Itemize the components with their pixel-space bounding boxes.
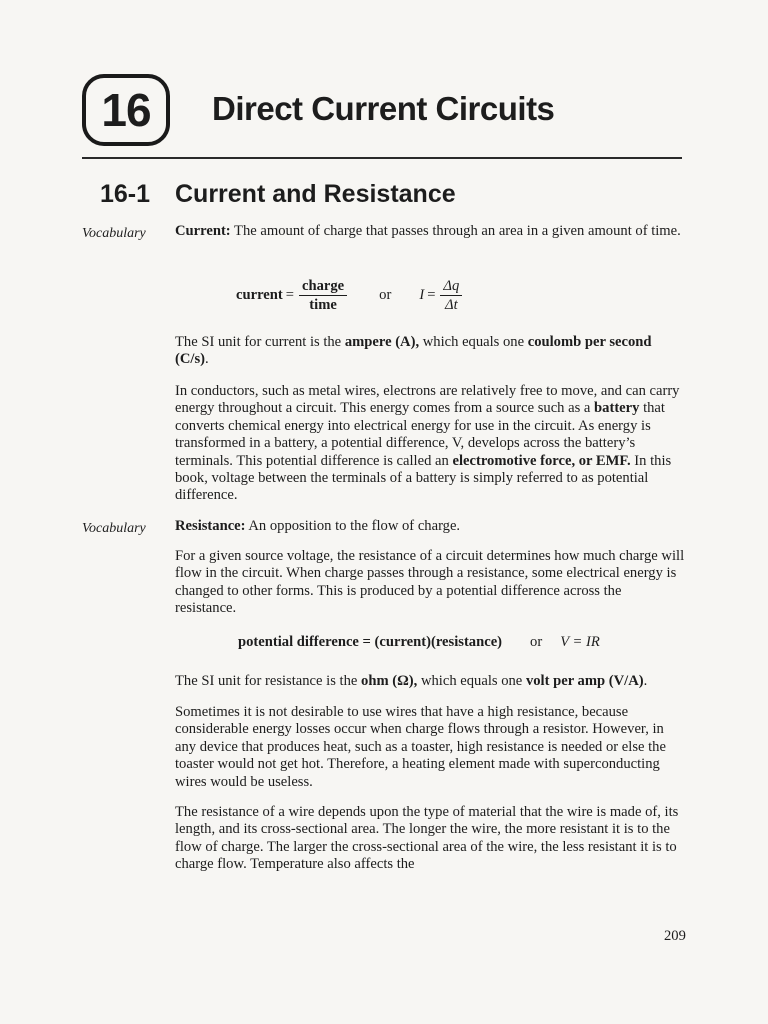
wire-resistance-paragraph: The resistance of a wire depends upon the type of material that the wire is made of, its length, and its cross-sectional area. The longer the wire, the more resistant it is to the flow of charge. The larger the cross-sectional area of the wire, the less resistant it is to charge flow. Temperature also affects the <box>175 804 679 873</box>
current-eq-lhs: current <box>236 287 283 303</box>
si-current-pre: The SI unit for current is the <box>175 334 345 350</box>
section-number: 16-1 <box>100 180 151 208</box>
chapter-number-badge <box>82 74 170 146</box>
conductors-text-2: that converts chemical energy into electrical energy for use in the circuit. As energy is transformed in a battery, a potential difference, V, develops across the battery’s terminals. This potential difference is called an <box>175 400 665 469</box>
chapter-number: 16 <box>101 84 151 136</box>
ampere-term: ampere (A), <box>344 334 420 350</box>
ohms-law-symbol: V = IR <box>560 634 600 650</box>
chapter-title: Direct Current Circuits <box>212 90 555 127</box>
current-symbol: I <box>419 287 425 303</box>
pd-equation-or: or <box>530 634 543 650</box>
emf-term: electromotive force, or EMF. <box>452 452 631 469</box>
current-equation <box>236 278 464 313</box>
conductors-text-3: In this book, voltage between the terminals of a battery is simply referred to as potential difference. <box>175 452 672 504</box>
symbol-fraction-denominator: Δt <box>445 297 458 313</box>
vocabulary-label: Vocabulary <box>82 226 146 241</box>
current-term: Current: <box>175 223 231 239</box>
section-title: Current and Resistance <box>175 180 456 208</box>
pd-equation-text: potential difference = (current)(resistance) <box>238 634 503 650</box>
resistance-definition <box>175 518 685 535</box>
coulomb-per-second-term: coulomb per second (C/s) <box>175 334 652 368</box>
current-fraction-denominator: time <box>309 297 337 313</box>
source-voltage-paragraph: For a given source voltage, the resistance of a circuit determines how much charge will flow in the circuit. When charge passes through a resistance, some electrical energy is changed to other forms. This is produced by a potential difference across the resistance. <box>175 548 685 617</box>
chapter-divider <box>82 157 682 159</box>
current-fraction-numerator: charge <box>299 278 347 296</box>
symbol-equals: = <box>427 287 436 303</box>
si-unit-resistance <box>175 673 685 690</box>
si-resistance-pre: The SI unit for resistance is the <box>175 673 362 689</box>
ohm-term: ohm (Ω), <box>361 673 418 689</box>
symbol-fraction-numerator: Δq <box>440 278 462 296</box>
resistance-term: Resistance: <box>175 518 246 534</box>
conductors-text-1: In conductors, such as metal wires, electrons are relatively free to move, and can carry energy throughout a circuit. This energy comes from a source such as a <box>175 383 680 417</box>
current-fraction <box>299 278 347 313</box>
conductors-paragraph <box>175 383 685 505</box>
si-current-post: . <box>205 351 209 368</box>
si-resistance-mid: which equals one <box>417 673 526 689</box>
page-number: 209 <box>664 928 686 944</box>
current-eq-equals: = <box>285 287 294 303</box>
vocabulary-label: Vocabulary <box>82 521 146 536</box>
current-eq-or: or <box>379 287 392 303</box>
si-resistance-post: . <box>643 673 648 689</box>
battery-term: battery <box>594 400 640 417</box>
high-resistance-paragraph: Sometimes it is not desirable to use wires that have a high resistance, because considerable energy losses occur when charge flows through a resistor. However, in any device that produces heat, such as a toaster, high resistance is needed or else the toaster would not get hot. Therefore, a heating element made with superconducting wires would be useless. <box>175 704 666 790</box>
si-current-mid: which equals one <box>419 334 528 350</box>
si-unit-current <box>175 334 685 369</box>
potential-difference-equation <box>238 634 600 651</box>
volt-per-amp-term: volt per amp (V/A) <box>525 673 644 689</box>
symbol-fraction <box>440 278 462 313</box>
current-definition-text: The amount of charge that passes through an area in a given amount of time. <box>230 223 681 239</box>
resistance-definition-text: An opposition to the flow of charge. <box>245 518 461 534</box>
current-definition <box>175 223 685 240</box>
